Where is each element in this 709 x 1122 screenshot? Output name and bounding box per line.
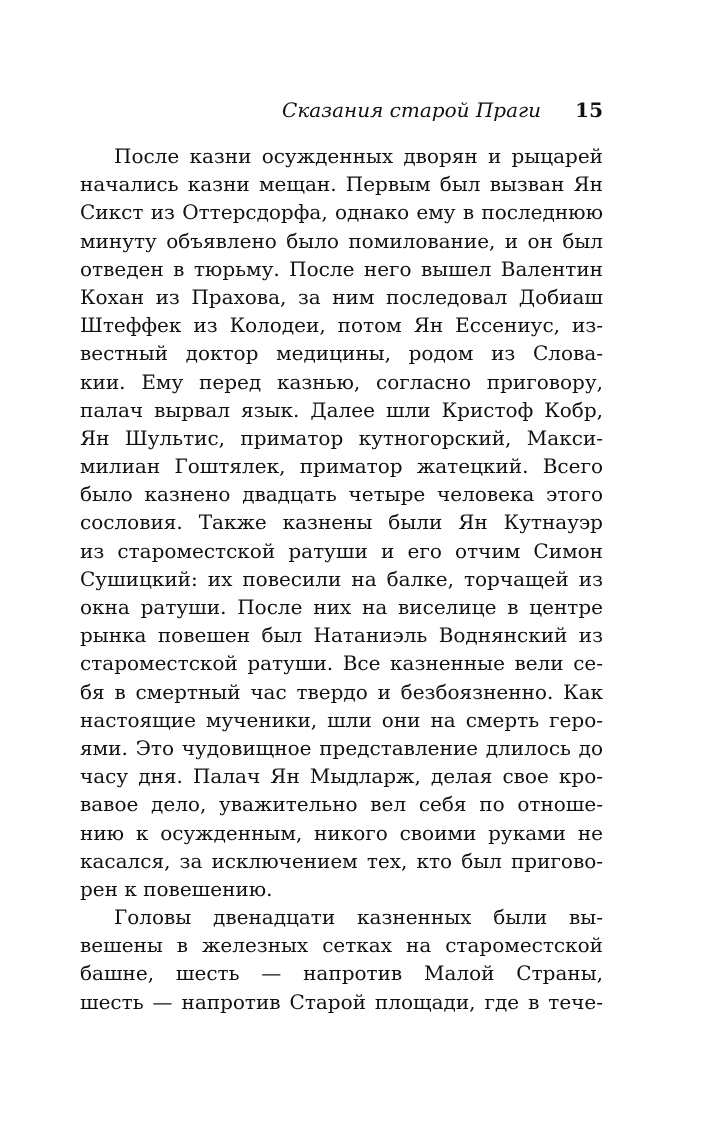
- running-title: Сказания старой Праги: [282, 98, 541, 122]
- text-line: нию к осужденным, никого своими руками не: [80, 820, 603, 845]
- text-line: ями. Это чудовищное представление длилось до: [80, 735, 603, 760]
- text-line: Головы двенадцати казненных были вы-: [114, 905, 603, 930]
- text-line: вестный доктор медицины, родом из Слова-: [80, 341, 603, 366]
- text-line: рен к повешению.: [80, 876, 273, 901]
- text-line: начались казни мещан. Первым был вызван Ян: [80, 172, 603, 197]
- text-line: Ян Шультис, приматор кутногорский, Макси-: [80, 425, 603, 450]
- text-line: отведен в тюрьму. После него вышел Валентин: [80, 256, 603, 281]
- text-line: бя в смертный час твердо и безбоязненно. Как: [80, 679, 603, 704]
- text-line: староместской ратуши. Все казненные вели се-: [80, 651, 603, 676]
- text-line: касался, за исключением тех, кто был пригово-: [80, 848, 603, 873]
- text-line: шесть — напротив Старой площади, где в тече-: [80, 989, 603, 1014]
- text-line: Сушицкий: их повесили на балке, торчащей из: [80, 566, 603, 591]
- body-text: [80, 142, 603, 1016]
- text-line: Сикст из Оттерсдорфа, однако ему в последнюю: [80, 200, 603, 225]
- text-line: башне, шесть — напротив Малой Страны,: [80, 961, 603, 986]
- text-line: милиан Гоштялек, приматор жатецкий. Всего: [80, 454, 603, 479]
- text-line: Штеффек из Колодеи, потом Ян Ессениус, из-: [80, 313, 603, 338]
- text-line: минуту объявлено было помилование, и он был: [80, 228, 603, 253]
- text-line: вавое дело, уважительно вел себя по отноше-: [80, 792, 603, 817]
- text-line: Кохан из Прахова, за ним последовал Добиаш: [80, 284, 603, 309]
- text-line: из староместской ратуши и его отчим Симон: [80, 538, 603, 563]
- paragraph-2: [80, 903, 603, 1016]
- text-line: было казнено двадцать четыре человека этого: [80, 482, 603, 507]
- text-line: палач вырвал язык. Далее шли Кристоф Кобр,: [80, 397, 603, 422]
- text-line: сословия. Также казнены были Ян Кутнауэр: [80, 510, 603, 535]
- text-line: вешены в железных сетках на староместской: [80, 933, 603, 958]
- text-line: окна ратуши. После них на виселице в центре: [80, 595, 603, 619]
- text-line: настоящие мученики, шли они на смерть геро-: [80, 707, 603, 732]
- page-number: 15: [575, 98, 603, 122]
- paragraph-1: [80, 142, 603, 903]
- running-head: [80, 96, 603, 124]
- text-line: часу дня. Палач Ян Мыдларж, делая свое кро-: [80, 764, 603, 789]
- text-line: После казни осужденных дворян и рыцарей: [114, 144, 603, 168]
- text-line: рынка повешен был Натаниэль Воднянский из: [80, 623, 603, 648]
- text-line: кии. Ему перед казнью, согласно приговору,: [80, 369, 603, 394]
